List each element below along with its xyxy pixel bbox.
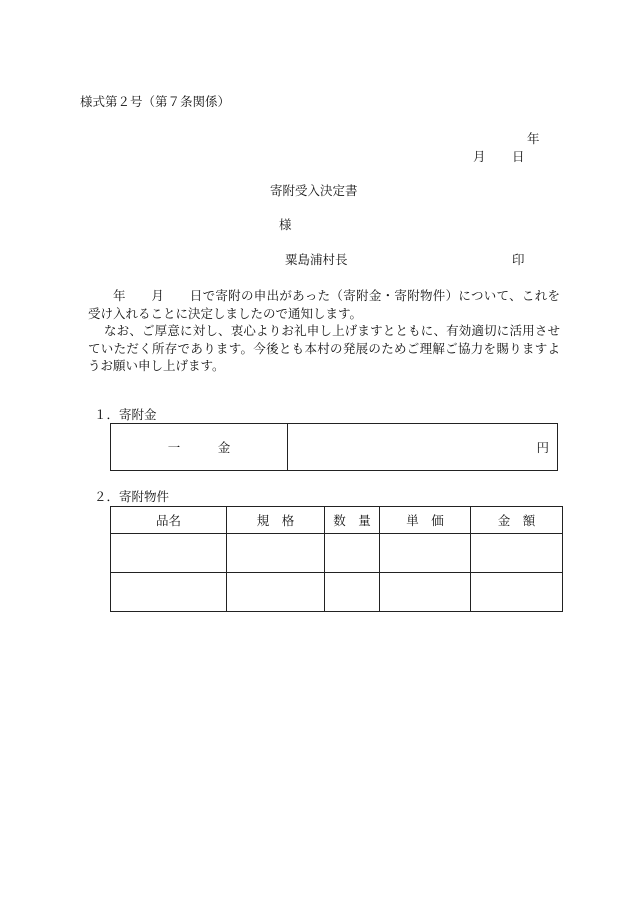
form-number: 様式第２号（第７条関係）	[80, 94, 231, 109]
donation-money-row	[111, 424, 558, 471]
issuer-name: 粟島浦村長	[285, 252, 348, 267]
column-header-quantity: 数 量	[325, 507, 380, 534]
column-header-item-name: 品名	[111, 507, 227, 534]
column-header-unit-price: 単 価	[380, 507, 471, 534]
notice-paragraph-1: 年 月 日で寄附の申出があった（寄附金・寄附物件）について、これを受け入れることに決定しましたので通知します。	[88, 288, 560, 321]
donation-money-amount	[288, 424, 558, 471]
section1-heading: １．寄附金	[94, 407, 157, 422]
table-cell	[380, 534, 471, 573]
table-cell	[471, 534, 563, 573]
donated-items-table	[110, 506, 563, 612]
issuer-seal: 印	[512, 252, 525, 267]
table-cell	[111, 534, 227, 573]
table-cell	[471, 573, 563, 612]
table-cell	[325, 573, 380, 612]
yen-unit: 円	[536, 440, 549, 455]
table-header-row	[111, 507, 563, 534]
table-cell	[111, 573, 227, 612]
notice-body	[88, 287, 560, 375]
table-cell	[227, 534, 325, 573]
date-month: 月	[473, 149, 486, 164]
recipient-honorific: 様	[279, 217, 292, 232]
table-row	[111, 534, 563, 573]
section2-heading: ２．寄附物件	[94, 489, 170, 504]
column-header-amount: 金 額	[471, 507, 563, 534]
date-year: 年	[527, 131, 540, 146]
donation-money-label: 一 金	[111, 424, 288, 471]
document-title: 寄附受入決定書	[270, 183, 358, 198]
table-row	[111, 573, 563, 612]
date-day: 日	[512, 149, 525, 164]
table-cell	[325, 534, 380, 573]
column-header-spec: 規 格	[227, 507, 325, 534]
donation-money-table	[110, 423, 558, 471]
table-cell	[380, 573, 471, 612]
table-cell	[227, 573, 325, 612]
notice-paragraph-2: なお、ご厚意に対し、衷心よりお礼申し上げますとともに、有効適切に活用させていただく所存であります。今後とも本村の発展のためご理解ご協力を賜りますようお願い申し上げます。	[88, 323, 560, 373]
